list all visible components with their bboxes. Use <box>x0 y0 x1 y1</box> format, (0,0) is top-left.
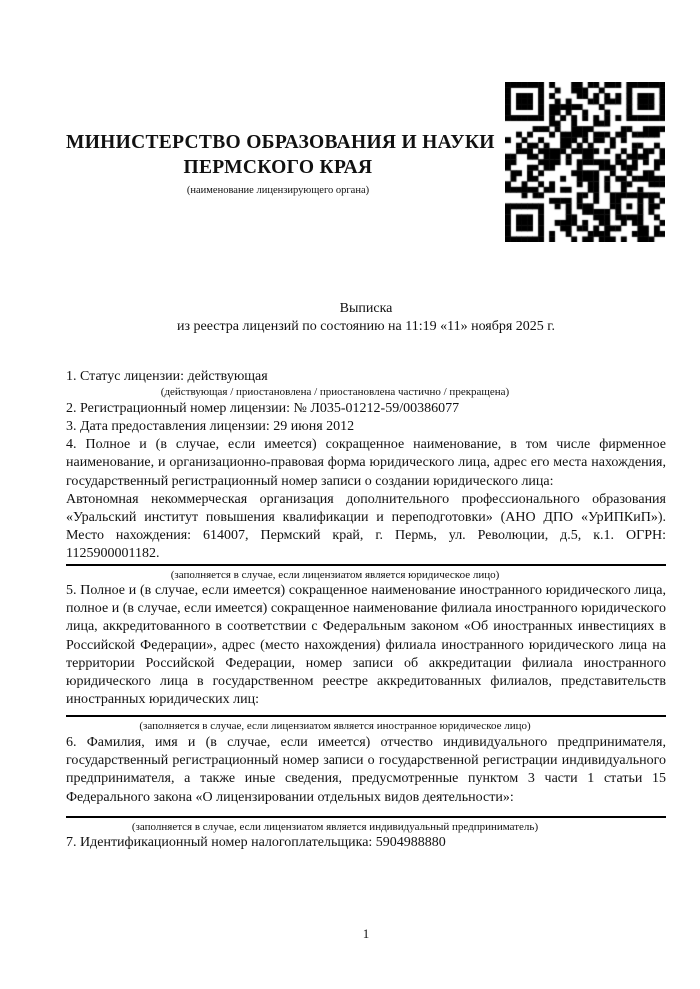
ministry-name-line2: ПЕРМСКОГО КРАЯ <box>183 157 373 178</box>
legal-entity-details: Автономная некоммерческая организация дополнительного профессионального образования «Уральский институт повышения квалификации и переподготовки» (АНО ДПО «УрИПКиП»). Место нахождения: 614007, Пермский край, г. Пермь, ул. Революции, д.5, к.1. ОГРН: 1125900001182. <box>66 491 666 562</box>
legal-entity-caption: (заполняется в случае, если лицензиатом является юридическое лицо) <box>66 564 666 583</box>
document-title: Выписка <box>339 301 393 316</box>
status-options-caption: (действующая / приостановлена / приостановлена частично / прекращена) <box>160 386 510 399</box>
document-title-block <box>66 300 666 336</box>
entrepreneur-item: 6. Фамилия, имя и (в случае, если имеется) отчество индивидуального предпринимателя, государственный регистрационный номер записи о государственной регистрации индивидуального предпринимателя, а также иные сведения, предусмотренные пунктом 3 части 1 статьи 15 Федерального закона «О лицензировании отдельных видов деятельности»: <box>66 734 666 805</box>
qr-code <box>505 82 665 242</box>
registration-number-item: 2. Регистрационный номер лицензии: № Л035-01212-59/00386077 <box>66 400 460 416</box>
license-status-item: 1. Статус лицензии: действующая <box>66 369 268 384</box>
document-subtitle: из реестра лицензий по состоянию на 11:19 «11» ноября 2025 г. <box>177 319 555 335</box>
taxpayer-number-item: 7. Идентификационный номер налогоплательщика: 5904988880 <box>66 835 446 851</box>
authority-caption: (наименование лицензирующего органа) <box>186 185 370 196</box>
document-body <box>66 368 666 852</box>
page-number: 1 <box>362 926 370 941</box>
entrepreneur-caption: (заполняется в случае, если лицензиатом является индивидуальный предприниматель) <box>66 816 666 835</box>
legal-entity-item: 4. Полное и (в случае, если имеется) сокращенное наименование, в том числе фирменное наименование, и организационно-правовая форма юридического лица, адрес его места нахождения, государственный регистрационный номер записи о создании юридического лица: <box>66 437 666 489</box>
foreign-entity-item: 5. Полное и (в случае, если имеется) сокращенное наименование иностранного юридического лица, полное и (в случае, если имеется) сокращенное наименование филиала иностранного юридического лица, аккредитованного в соответствии с Федеральным законом «Об иностранных инвестициях в Российской Федерации», адрес (место нахождения) филиала иностранного юридического лица на территории Российской Федерации, номер записи об аккредитации филиала иностранного юридического лица в государственном реестре аккредитованных филиалов, представительств иностранных юридических лиц: <box>66 583 666 708</box>
foreign-entity-caption: (заполняется в случае, если лицензиатом является иностранное юридическое лицо) <box>66 715 666 734</box>
grant-date-item: 3. Дата предоставления лицензии: 29 июня 2012 <box>66 418 355 434</box>
issuing-authority-header <box>66 130 495 197</box>
ministry-name-line1: МИНИСТЕРСТВО ОБРАЗОВАНИЯ И НАУКИ <box>66 132 495 153</box>
